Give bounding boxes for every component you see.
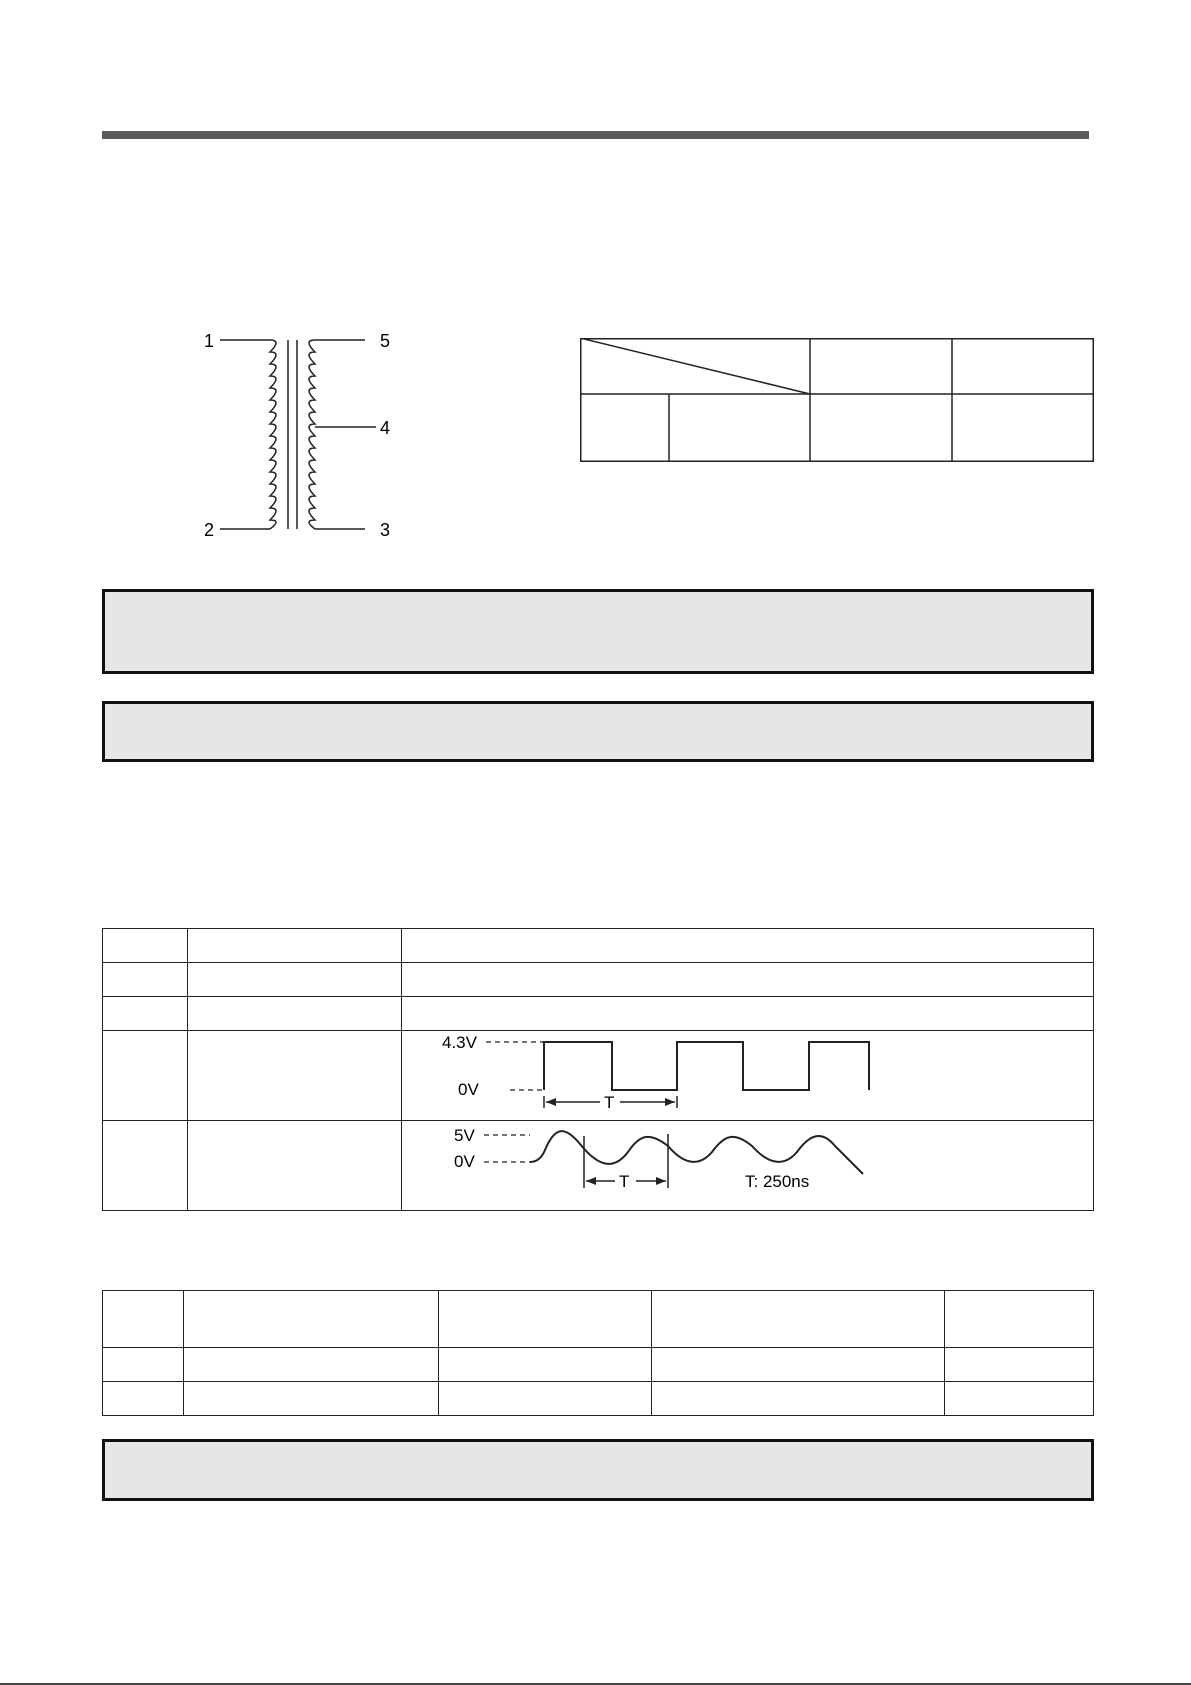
sine-low-label: 0V (454, 1152, 475, 1171)
sine-period-label: T (619, 1172, 630, 1191)
spec-table (580, 338, 1094, 462)
table-row (103, 929, 1094, 963)
pin-3-label: 3 (380, 520, 391, 540)
note-box-3 (102, 1439, 1094, 1501)
square-waveform (440, 1032, 880, 1112)
table-row (103, 963, 1094, 997)
note-box-1 (102, 589, 1094, 674)
note-box-2 (102, 701, 1094, 762)
square-low-label: 0V (458, 1080, 479, 1099)
pin-4-label: 4 (380, 418, 391, 438)
pin-1-label: 1 (204, 331, 215, 351)
sine-high-label: 5V (454, 1126, 475, 1145)
header-diagonal (580, 338, 810, 394)
table-row (103, 1348, 1094, 1382)
table-row (103, 1291, 1094, 1348)
sine-period-value: T: 250ns (745, 1172, 810, 1191)
header-rule (102, 131, 1089, 139)
table-row (103, 1382, 1094, 1416)
pin-5-label: 5 (380, 331, 391, 351)
pin-2-label: 2 (204, 520, 215, 540)
sine-waveform (440, 1124, 880, 1194)
table-row (103, 997, 1094, 1031)
transformer-diagram (190, 322, 410, 547)
square-period-label: T (604, 1093, 615, 1112)
primary-coil (270, 340, 276, 529)
square-high-label: 4.3V (442, 1033, 477, 1052)
square-wave-trace (544, 1042, 869, 1090)
sine-wave-trace (530, 1131, 863, 1174)
bottom-table (102, 1290, 1094, 1416)
secondary-coil (309, 340, 315, 529)
